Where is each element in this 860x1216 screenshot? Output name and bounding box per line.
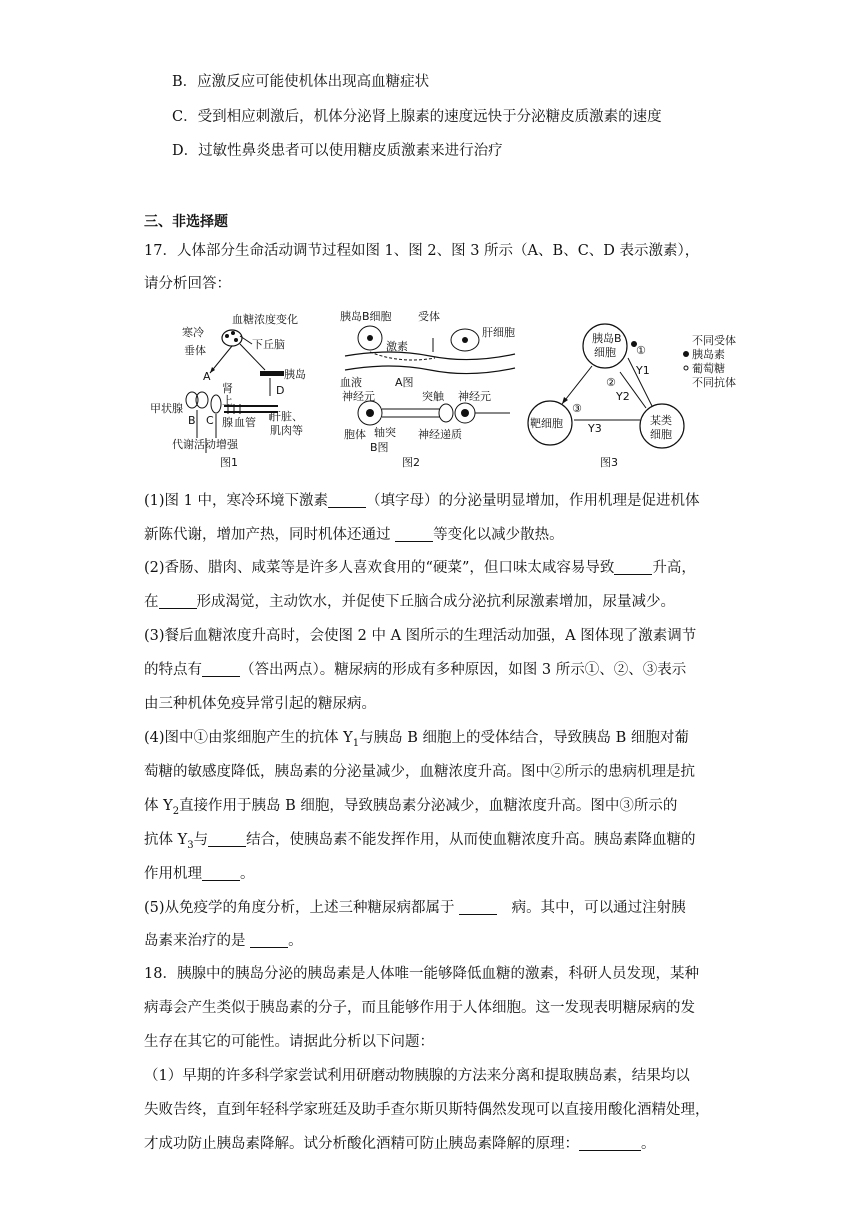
fig3-label-3: ② xyxy=(606,376,616,389)
q17-part3-line1: (3)餐后血糖浓度升高时，会使图 2 中 A 图所示的生理活动加强，A 图体现了激素调节 xyxy=(144,628,697,644)
q17-part4-line2: 萄糖的敏感度降低，胰岛素的分泌量减少，血糖浓度升高。图中②所示的患病机理是抗 xyxy=(144,764,695,780)
q18-line3: 生存在其它的可能性。请据此分析以下问题： xyxy=(144,1034,434,1050)
q17-p1-text-b: （填字母）的分泌量明显增加，作用机理是促进机体 xyxy=(365,493,700,509)
fig2-label-8: 神经元 xyxy=(458,390,491,403)
answer-blank[interactable] xyxy=(202,661,240,677)
q17-p4-text-5b: 。 xyxy=(240,866,255,882)
fig1-label-14: 肝脏、 xyxy=(270,410,303,423)
q17-p4-text-3b: 直接作用于胰岛 B 细胞，导致胰岛素分泌减少，血糖浓度升高。图中③所示的 xyxy=(179,798,678,814)
q17-part3-line2 xyxy=(144,660,686,680)
fig2-label-11: 神经递质 xyxy=(418,428,462,441)
q17-p5-text-b: 病。其中，可以通过注射胰 xyxy=(497,900,686,916)
q17-part4-line5 xyxy=(144,864,255,884)
figure-2 xyxy=(340,308,520,473)
fig1-label-6: D xyxy=(276,384,285,397)
fig2-label-7: 突触 xyxy=(422,390,444,403)
answer-blank[interactable] xyxy=(328,492,366,508)
fig1-label-12: 腺 xyxy=(222,416,233,429)
fig1-label-13: 血管 xyxy=(234,416,256,429)
fig3-caption: 图3 xyxy=(600,456,618,469)
fig2-label-12: B图 xyxy=(370,441,389,454)
option-d: D．过敏性鼻炎患者可以使用糖皮质激素来进行治疗 xyxy=(172,143,503,159)
q17-p4-text-1: (4)图中①由浆细胞产生的抗体 Y xyxy=(144,730,353,746)
fig1-label-7: 甲状腺 xyxy=(150,402,183,415)
fig1-caption: 图1 xyxy=(220,456,238,469)
q17-part1-line1 xyxy=(144,491,699,511)
fig2-label-0: 胰岛B细胞 xyxy=(340,310,392,323)
q17-p2-text-a: (2)香肠、腊肉、咸菜等是许多人喜欢食用的“硬菜”，但口味太咸容易导致 xyxy=(144,560,615,576)
q17-p4-text-4c: 结合，使胰岛素不能发挥作用，从而使血糖浓度升高。胰岛素降血糖的 xyxy=(246,832,696,848)
q17-p3-text-c: （答出两点）。糖尿病的形成有多种原因，如图 3 所示①、②、③表示 xyxy=(240,662,687,678)
fig2-caption: 图2 xyxy=(402,456,420,469)
subscript: 3 xyxy=(187,839,194,851)
subscript: 1 xyxy=(352,737,360,749)
answer-blank[interactable] xyxy=(614,559,652,575)
q17-p4-text-1b: 与胰岛 B 细胞上的受体结合，导致胰岛 B 细胞对葡 xyxy=(359,730,689,746)
fig1-label-3: 下丘脑 xyxy=(252,338,285,351)
fig2-label-6: 神经元 xyxy=(342,390,375,403)
q17-part1-line2 xyxy=(144,525,564,545)
section-title: 三、非选择题 xyxy=(144,214,228,230)
q18-text-6b: 。 xyxy=(641,1136,656,1152)
fig1-label-9: C xyxy=(206,414,214,427)
fig1-label-8: B xyxy=(188,414,196,427)
fig1-label-5: 胰岛 xyxy=(284,368,306,381)
q18-line1: 18．胰腺中的胰岛分泌的胰岛素是人体唯一能够降低血糖的激素，科研人员发现，某种 xyxy=(144,966,699,982)
q17-p4-text-4a: 抗体 Y xyxy=(144,832,188,848)
q17-p4-text-4b: 与 xyxy=(193,832,209,848)
fig2-label-5: A图 xyxy=(395,376,414,389)
q17-part5-line1 xyxy=(144,898,686,918)
fig3-label-5: Y1 xyxy=(636,364,650,377)
answer-blank[interactable] xyxy=(459,899,497,915)
fig1-label-16: 代谢活动增强 xyxy=(172,438,238,451)
q17-p2-text-b: 升高， xyxy=(652,560,696,576)
answer-blank[interactable] xyxy=(395,526,433,542)
fig3-label-0: 胰岛B xyxy=(592,332,622,345)
q18-line2: 病毒会产生类似于胰岛素的分子，而且能够作用于人体细胞。这一发现表明糖尿病的发 xyxy=(144,1000,695,1016)
fig2-label-3: 激素 xyxy=(386,340,408,353)
fig1-label-10: 肾 xyxy=(222,382,233,395)
fig3-legend-3: 不同抗体 xyxy=(692,376,736,389)
fig2-label-9: 胞体 xyxy=(344,428,366,441)
q17-part4-line4 xyxy=(144,830,696,850)
q17-p4-text-3a: 体 Y xyxy=(144,798,173,814)
fig2-label-1: 受体 xyxy=(418,310,440,323)
answer-blank[interactable] xyxy=(208,831,246,847)
q17-part3-line3: 由三种机体免疫异常引起的糖尿病。 xyxy=(144,696,376,712)
answer-blank[interactable] xyxy=(159,593,197,609)
q17-p1-text-d: 等变化以减少散热。 xyxy=(433,527,564,543)
q17-stem-line1: 17．人体部分生命活动调节过程如图 1、图 2、图 3 所示（A、B、C、D 表示激素）， xyxy=(144,243,700,259)
fig3-label-7: Y3 xyxy=(588,422,602,435)
q17-p1-text-a: (1)图 1 中，寒冷环境下激素 xyxy=(144,493,328,509)
fig3-legend-1: 胰岛素 xyxy=(692,348,725,361)
q18-line6 xyxy=(144,1134,656,1154)
fig3-label-4: ③ xyxy=(572,402,582,415)
answer-blank[interactable] xyxy=(579,1135,641,1151)
fig3-label-6: Y2 xyxy=(616,390,630,403)
q17-part4-line1 xyxy=(144,728,689,748)
q17-part5-line2 xyxy=(144,931,303,951)
q17-part2-line1 xyxy=(144,558,696,578)
answer-blank[interactable] xyxy=(202,865,240,881)
fig1-label-1: 寒冷 xyxy=(182,326,204,339)
q17-p5-text-c: 岛素来治疗的是 xyxy=(144,933,251,949)
q17-part4-line3 xyxy=(144,796,677,816)
fig3-label-1: 细胞 xyxy=(594,346,616,359)
q17-p5-text-d: 。 xyxy=(288,933,303,949)
q18-line5: 失败告终，直到年轻科学家班廷及助手查尔斯贝斯特偶然发现可以直接用酸化酒精处理， xyxy=(144,1102,710,1118)
option-b: B．应激反应可能使机体出现高血糖症状 xyxy=(172,74,430,90)
q17-p2-text-d: 形成渴觉，主动饮水，并促使下丘脑合成分泌抗利尿激素增加，尿量减少。 xyxy=(196,594,675,610)
q17-part2-line2 xyxy=(144,592,675,612)
fig1-label-15: 肌肉等 xyxy=(270,424,303,437)
fig3-label-9: 某类 xyxy=(650,414,672,427)
fig1-label-11: 上 xyxy=(222,394,233,407)
fig2-label-2: 肝细胞 xyxy=(482,326,515,339)
option-c: C．受到相应刺激后，机体分泌肾上腺素的速度远快于分泌糖皮质激素的速度 xyxy=(172,109,662,125)
fig2-label-4: 血液 xyxy=(340,376,362,389)
fig3-legend-2: 葡萄糖 xyxy=(692,362,725,375)
fig2-label-10: 轴突 xyxy=(374,426,396,439)
fig3-label-2: ① xyxy=(636,344,646,357)
q18-line4: （1）早期的许多科学家尝试利用研磨动物胰腺的方法来分离和提取胰岛素，结果均以 xyxy=(144,1068,690,1084)
figure-3 xyxy=(522,308,752,473)
fig1-label-0: 血糖浓度变化 xyxy=(232,313,298,326)
q18-text-6a: 才成功防止胰岛素降解。试分析酸化酒精可防止胰岛素降解的原理： xyxy=(144,1136,579,1152)
answer-blank[interactable] xyxy=(250,932,288,948)
q17-p2-text-c: 在 xyxy=(144,594,159,610)
fig1-label-2: 垂体 xyxy=(184,344,206,357)
subscript: 2 xyxy=(172,805,180,817)
fig1-label-4: A xyxy=(203,370,211,383)
fig3-legend-0: 不同受体 xyxy=(692,334,736,347)
figure-1 xyxy=(150,308,320,473)
q17-stem-line2: 请分析回答： xyxy=(144,276,231,292)
fig3-label-10: 细胞 xyxy=(650,428,672,441)
q17-p5-text-a: (5)从免疫学的角度分析，上述三种糖尿病都属于 xyxy=(144,900,460,916)
q17-p3-text-b: 的特点有 xyxy=(144,662,202,678)
q17-p1-text-c: 新陈代谢，增加产热，同时机体还通过 xyxy=(144,527,396,543)
q17-p4-text-5a: 作用机理 xyxy=(144,866,202,882)
fig3-label-8: 靶细胞 xyxy=(530,417,563,430)
